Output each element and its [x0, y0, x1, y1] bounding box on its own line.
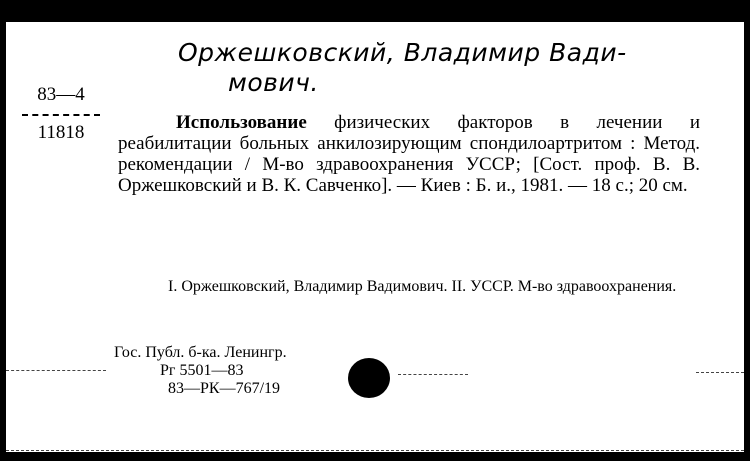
library-stamp [114, 344, 287, 398]
call-number-bottom: 11818 [37, 122, 85, 143]
card-punch-hole [348, 358, 390, 398]
perforation-line-bottom [6, 450, 744, 451]
call-number [20, 84, 102, 144]
perforation-line-right [696, 372, 744, 373]
perforation-line-mid [398, 374, 468, 375]
handwritten-author-heading [178, 38, 718, 98]
handwritten-line-1: Оржешковский, Владимир Вади- [178, 38, 627, 67]
scan-border-top [0, 0, 750, 22]
tracing-entries: I. Оржешковский, Владимир Вадимович. II. УССР. М-во здравоохранения. [168, 278, 677, 295]
library-line-3: 83—РК—767/19 [168, 380, 281, 397]
bibliographic-description [118, 112, 700, 196]
catalog-card [6, 22, 744, 452]
library-line-2: Рг 5501—83 [160, 362, 244, 379]
library-line-1: Гос. Публ. б-ка. Ленингр. [114, 344, 287, 361]
perforation-line-left [6, 370, 106, 371]
title-lead-word: Использование [176, 112, 307, 133]
description-text: физических факторов в лечении и реабилитации больных анкилозирующим спондилоартритом : Метод. рекомендации / М-во здравоохранения УССР; [Сост. проф. В. В. Оржешковский и В. К. Савченко]. — Киев : Б. и., 1981. — 18 с.; 20 см. [118, 112, 700, 196]
call-number-top: 83—4 [37, 84, 85, 105]
call-number-divider [22, 114, 100, 116]
handwritten-line-2: мович. [228, 68, 319, 97]
